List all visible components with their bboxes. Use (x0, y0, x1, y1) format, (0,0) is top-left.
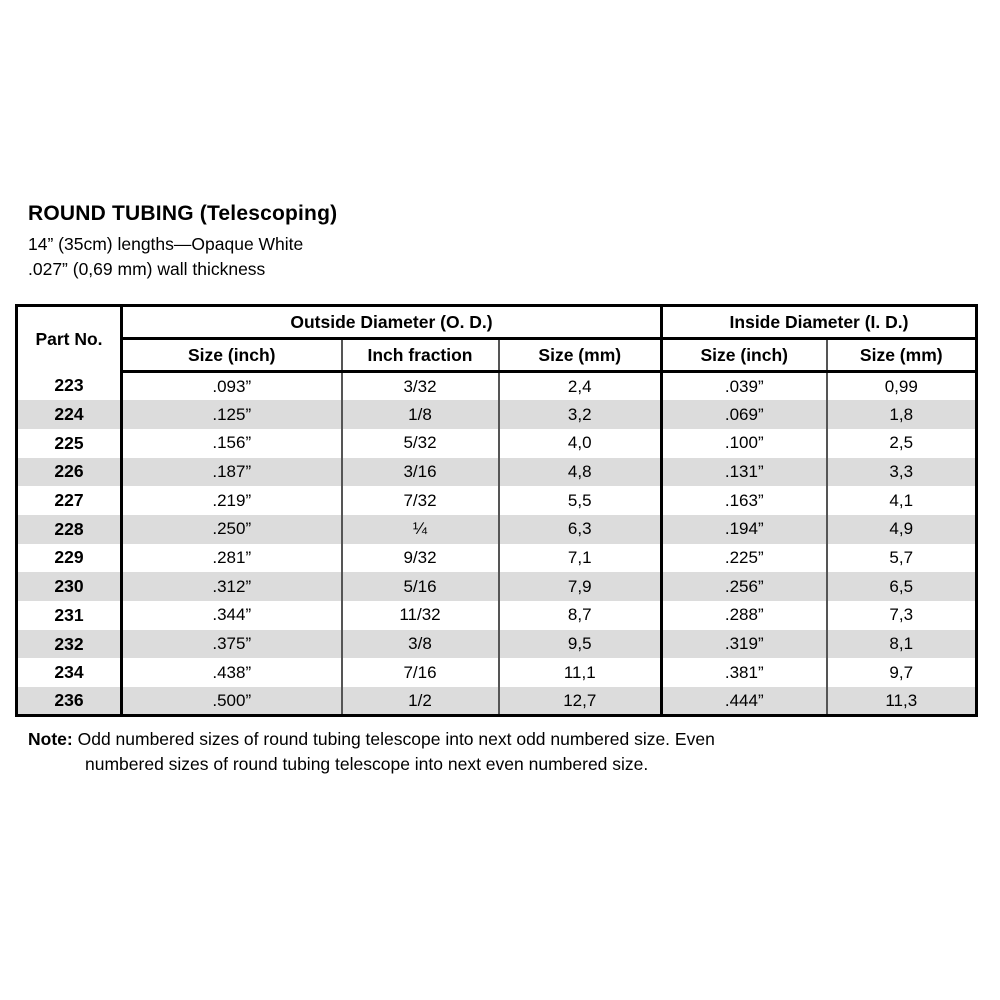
id-size-mm-cell: 8,1 (827, 630, 977, 659)
part-no-cell: 231 (17, 601, 122, 630)
od-size-mm-cell: 11,1 (499, 658, 662, 687)
od-size-mm-cell: 12,7 (499, 687, 662, 716)
part-no-cell: 224 (17, 400, 122, 429)
table-row (17, 400, 977, 429)
table-row (17, 515, 977, 544)
table-row (17, 630, 977, 659)
od-size-inch-cell: .344” (122, 601, 342, 630)
id-size-mm-cell: 6,5 (827, 572, 977, 601)
od-inch-fraction-cell: 5/16 (342, 572, 499, 601)
od-size-inch-cell: .187” (122, 458, 342, 487)
table-row (17, 372, 977, 401)
od-inch-fraction-cell: 7/32 (342, 486, 499, 515)
id-size-inch-cell: .381” (662, 658, 827, 687)
part-no-cell: 232 (17, 630, 122, 659)
id-size-mm-cell: 7,3 (889, 605, 914, 625)
od-size-mm-cell: 7,1 (499, 544, 662, 573)
subtitle-wall-thickness: .027” (0,69 mm) wall thickness (28, 259, 266, 279)
id-size-mm-cell: 2,5 (889, 433, 914, 453)
table-row (17, 658, 977, 687)
od-size-mm-cell: 2,4 (499, 372, 662, 401)
od-size-inch-cell: .312” (122, 572, 342, 601)
od-inch-fraction-cell: 3/16 (342, 458, 499, 487)
part-no-cell: 227 (17, 486, 122, 515)
od-size-mm-cell: 3,2 (499, 400, 662, 429)
note-label: Note: (28, 729, 73, 749)
od-size-inch-cell: .281” (122, 544, 342, 573)
table-row (17, 572, 977, 601)
table-row (17, 429, 977, 458)
table-subheader-row (17, 339, 977, 372)
column-header-id-size-mm: Size (mm) (827, 339, 977, 372)
od-inch-fraction-cell: 5/32 (342, 429, 499, 458)
id-size-inch-cell: .163” (662, 486, 827, 515)
id-size-mm-cell: 4,1 (889, 490, 914, 510)
column-header-od-inch-fraction: Inch fraction (342, 339, 499, 372)
part-no-cell: 228 (17, 515, 122, 544)
id-size-inch-cell: .194” (662, 515, 827, 544)
part-no-cell: 225 (17, 429, 122, 458)
id-size-inch-cell: .100” (662, 429, 827, 458)
od-size-inch-cell: .438” (122, 658, 342, 687)
note-block (28, 727, 745, 777)
od-size-inch-cell: .250” (122, 515, 342, 544)
table-body (17, 372, 977, 716)
part-no-cell: 234 (17, 658, 122, 687)
group-header-inside-diameter: Inside Diameter (I. D.) (662, 306, 977, 339)
id-size-inch-cell: .444” (662, 687, 827, 716)
id-size-inch-cell: .069” (662, 400, 827, 429)
id-size-inch-cell: .288” (662, 601, 827, 630)
od-size-inch-cell: .156” (122, 429, 342, 458)
od-inch-fraction-cell: 9/32 (342, 544, 499, 573)
od-size-inch-cell: .093” (122, 372, 342, 401)
od-size-mm-cell: 7,9 (499, 572, 662, 601)
od-size-inch-cell: .375” (122, 630, 342, 659)
table-row (17, 486, 977, 515)
od-size-mm-cell: 8,7 (499, 601, 662, 630)
id-size-mm-cell: 5,7 (889, 547, 914, 567)
od-inch-fraction-cell: 7/16 (342, 658, 499, 687)
id-size-inch-cell: .225” (662, 544, 827, 573)
od-size-mm-cell: 4,8 (499, 458, 662, 487)
column-header-od-size-inch: Size (inch) (122, 339, 342, 372)
table-row (17, 687, 977, 716)
od-inch-fraction-cell: 3/8 (342, 630, 499, 659)
id-size-inch-cell: .039” (662, 372, 827, 401)
subtitle-lengths: 14” (35cm) lengths—Opaque White (28, 234, 304, 254)
od-inch-fraction-cell: 1/8 (342, 400, 499, 429)
table-row (17, 601, 977, 630)
od-inch-fraction-cell: 11/32 (342, 601, 499, 630)
part-no-cell: 223 (17, 372, 122, 401)
part-no-cell: 236 (17, 687, 122, 716)
id-size-mm-cell: 4,9 (827, 515, 977, 544)
heading-block (28, 202, 728, 282)
part-no-cell: 229 (17, 544, 122, 573)
group-header-outside-diameter: Outside Diameter (O. D.) (122, 306, 662, 339)
note-text: Odd numbered sizes of round tubing telescope into next odd numbered size. Even numbered sizes of round tubing telescope into next even numbered size. (77, 729, 715, 774)
od-inch-fraction-cell: ¼ (342, 515, 499, 544)
column-header-od-size-mm: Size (mm) (499, 339, 662, 372)
table-group-header-row (17, 306, 977, 339)
id-size-mm-cell: 9,7 (889, 662, 914, 682)
od-size-mm-cell: 5,5 (499, 486, 662, 515)
page-title: ROUND TUBING (Telescoping) (28, 202, 338, 225)
part-no-cell: 230 (17, 572, 122, 601)
id-size-inch-cell: .319” (662, 630, 827, 659)
id-size-inch-cell: .131” (662, 458, 827, 487)
table-row (17, 544, 977, 573)
spec-table (15, 304, 978, 717)
id-size-mm-cell: 11,3 (827, 687, 977, 716)
id-size-mm-cell: 1,8 (827, 400, 977, 429)
od-inch-fraction-cell: 3/32 (342, 372, 499, 401)
id-size-mm-cell: 3,3 (827, 458, 977, 487)
table-row (17, 458, 977, 487)
od-size-mm-cell: 6,3 (499, 515, 662, 544)
id-size-inch-cell: .256” (662, 572, 827, 601)
column-header-id-size-inch: Size (inch) (662, 339, 827, 372)
od-inch-fraction-cell: 1/2 (342, 687, 499, 716)
id-size-mm-cell: 0,99 (884, 376, 918, 396)
od-size-inch-cell: .219” (122, 486, 342, 515)
od-size-inch-cell: .125” (122, 400, 342, 429)
od-size-inch-cell: .500” (122, 687, 342, 716)
od-size-mm-cell: 9,5 (499, 630, 662, 659)
part-no-cell: 226 (17, 458, 122, 487)
column-header-part-no: Part No. (17, 306, 122, 372)
od-size-mm-cell: 4,0 (499, 429, 662, 458)
